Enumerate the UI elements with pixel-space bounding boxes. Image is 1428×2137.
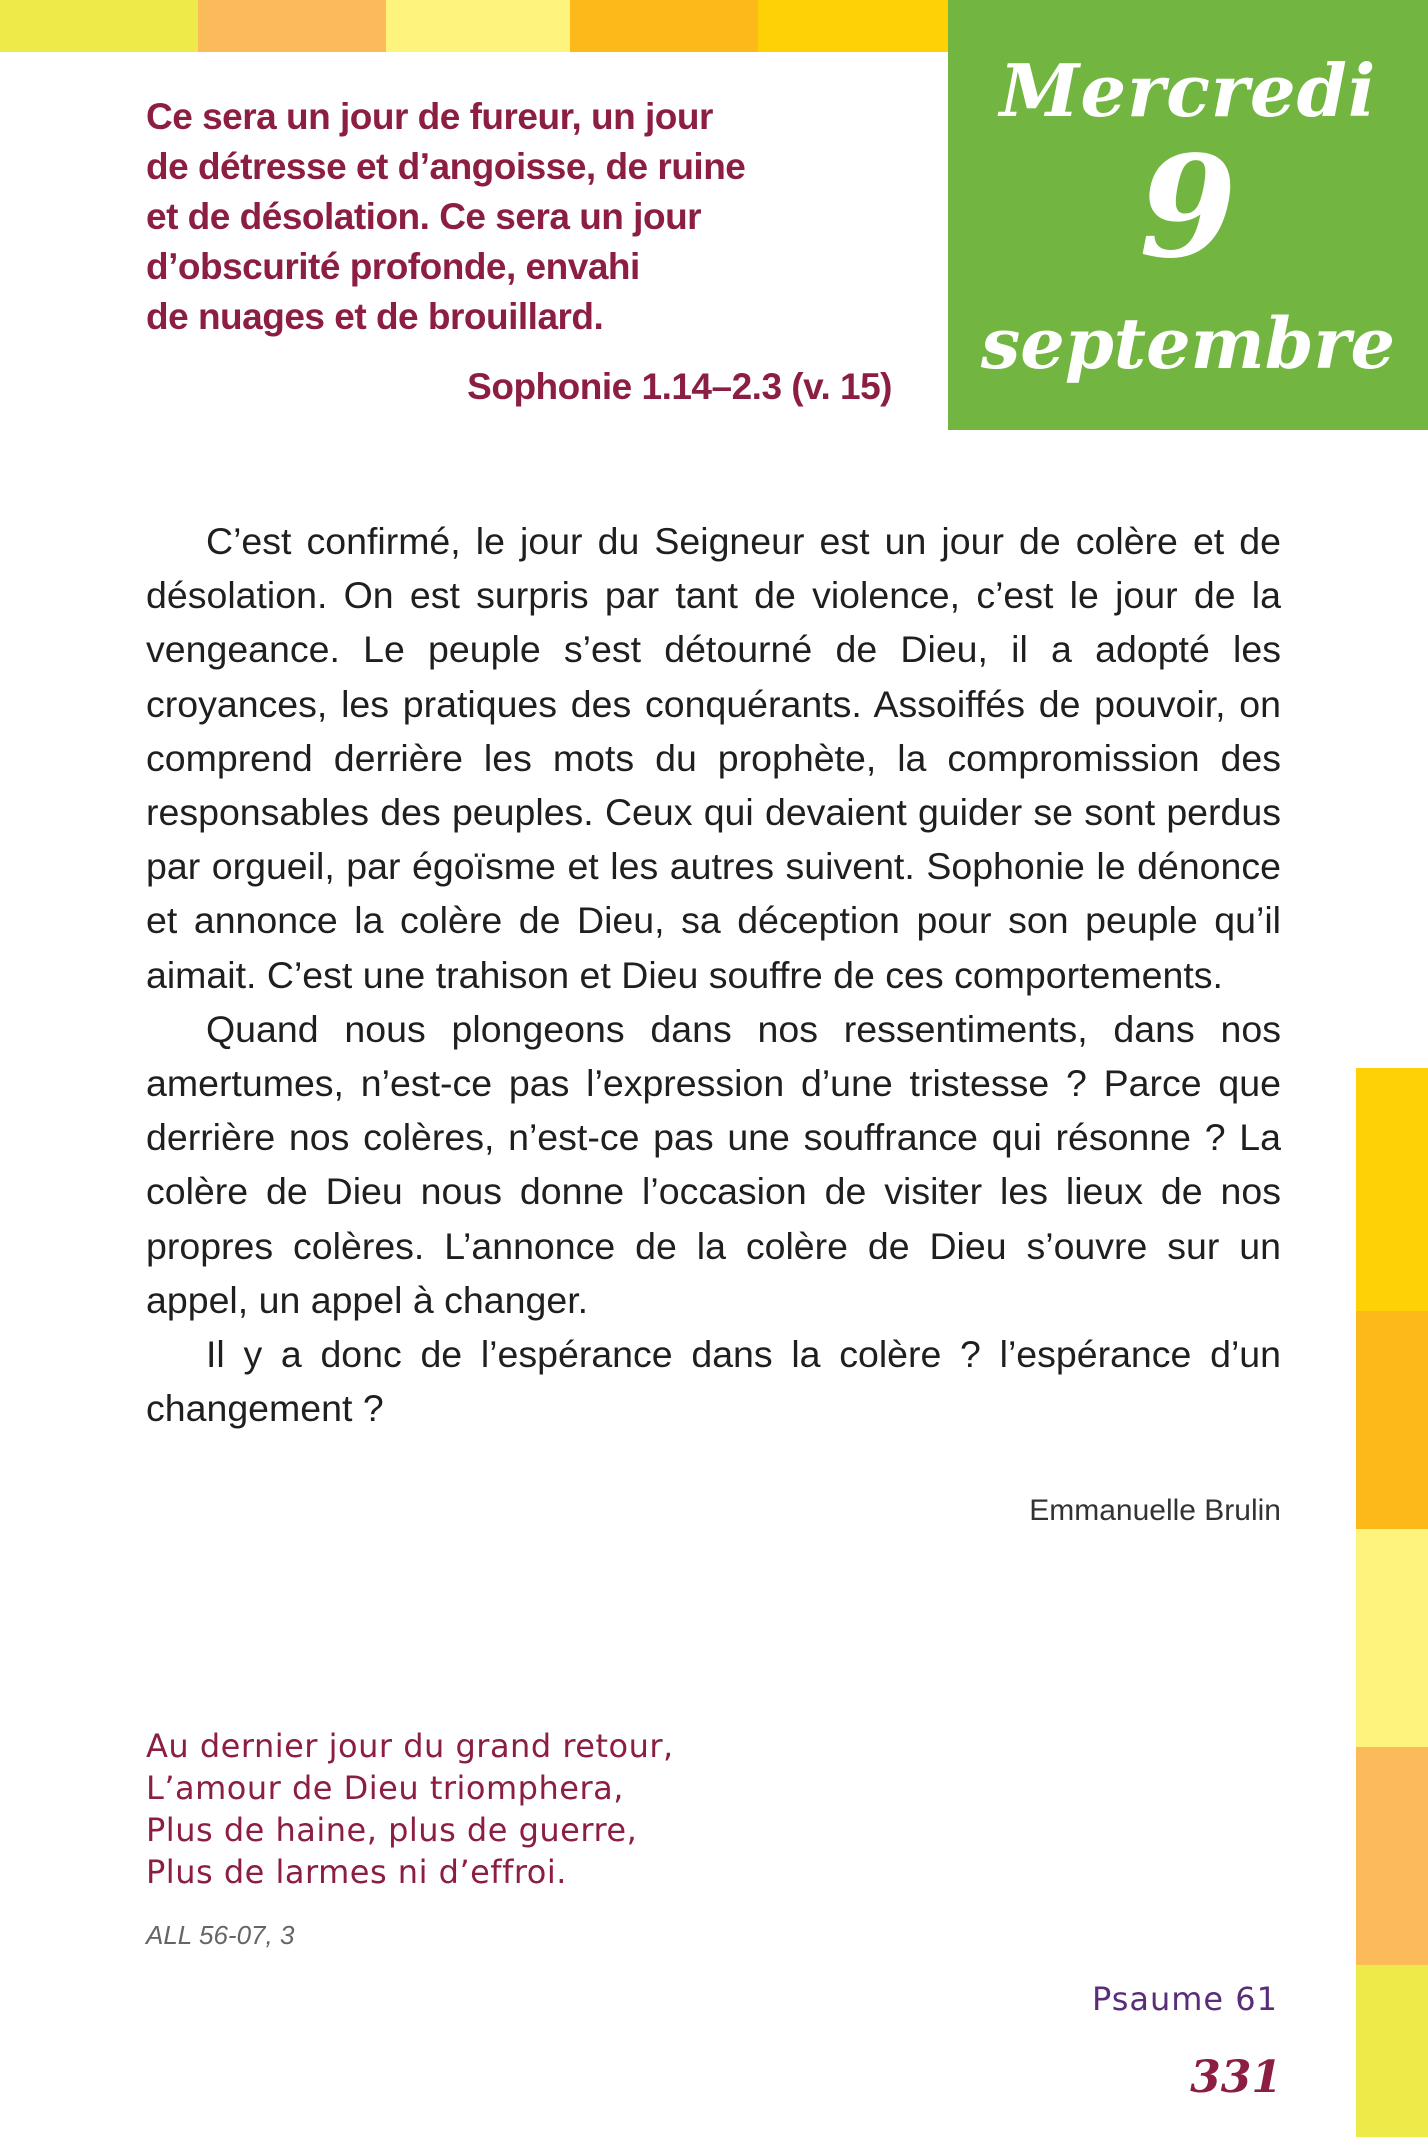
quote-line: et de désolation. Ce sera un jour — [146, 196, 702, 237]
strip-segment — [1356, 1529, 1428, 1747]
date-day: 9 — [1139, 126, 1237, 290]
side-color-strip — [1356, 1068, 1428, 2137]
strip-segment — [758, 0, 948, 52]
strip-segment — [386, 0, 570, 52]
page-number: 331 — [1190, 2052, 1282, 2103]
strip-segment — [1356, 1311, 1428, 1529]
date-month: septembre — [980, 302, 1396, 385]
author-name: Emmanuelle Brulin — [1029, 1494, 1281, 1527]
strip-segment — [1356, 1747, 1428, 1965]
paragraph: Il y a donc de l’espérance dans la colère ? l’espérance d’un changement ? — [146, 1333, 1281, 1430]
hymn-verse — [146, 1725, 846, 1893]
quote-line: de détresse et d’angoisse, de ruine — [146, 146, 746, 187]
paragraph: C’est confirmé, le jour du Seigneur est un jour de colère et de désolation. On est surpris par tant de violence, c’est le jour de la vengeance. Le peuple s’est détourné de Dieu, il a adopté les croyances, les pratiques des conquérants. Assoiffés de pouvoir, on comprend derrière les mots du prophète, la compromission des responsables des peuples. Ceux qui devaient guider se sont perdus par orgueil, par égoïsme et les autres suivent. Sophonie le dénonce et annonce la colère de Dieu, sa déception pour son peuple qu’il aimait. C’est une trahison et Dieu souffre de ces comportements. — [146, 520, 1281, 996]
strip-segment — [570, 0, 758, 52]
quote-line: Ce sera un jour de fureur, un jour — [146, 96, 713, 137]
strip-segment — [1356, 1965, 1428, 2137]
quote-line: de nuages et de brouillard. — [146, 296, 604, 337]
quote-line: d’obscurité profonde, envahi — [146, 246, 640, 287]
top-color-strip — [0, 0, 948, 52]
strip-segment — [1356, 1068, 1428, 1311]
hymn-line: L’amour de Dieu triomphera, — [146, 1769, 624, 1807]
quote-reference: Sophonie 1.14–2.3 (v. 15) — [467, 366, 892, 407]
meditation-text — [146, 514, 1281, 1435]
date-box — [948, 0, 1428, 430]
hymn-line: Plus de haine, plus de guerre, — [146, 1811, 638, 1849]
date-weekday: Mercredi — [999, 48, 1377, 133]
paragraph: Quand nous plongeons dans nos ressentiments, dans nos amertumes, n’est-ce pas l’expression d’une tristesse ? Parce que derrière nos colères, n’est-ce pas une souffrance qui résonne ? La colère de Dieu nous donne l’occasion de visiter les lieux de nos propres colères. L’annonce de la colère de Dieu s’ouvre sur un appel, un appel à changer. — [146, 1007, 1281, 1321]
strip-segment — [198, 0, 386, 52]
hymn-line: Plus de larmes ni d’effroi. — [146, 1853, 567, 1891]
hymn-line: Au dernier jour du grand retour, — [146, 1727, 674, 1765]
bible-quote — [146, 92, 886, 342]
strip-segment — [0, 0, 198, 52]
psalm-reference: Psaume 61 — [1091, 1980, 1278, 2018]
hymn-reference: ALL 56-07, 3 — [146, 1920, 295, 1950]
